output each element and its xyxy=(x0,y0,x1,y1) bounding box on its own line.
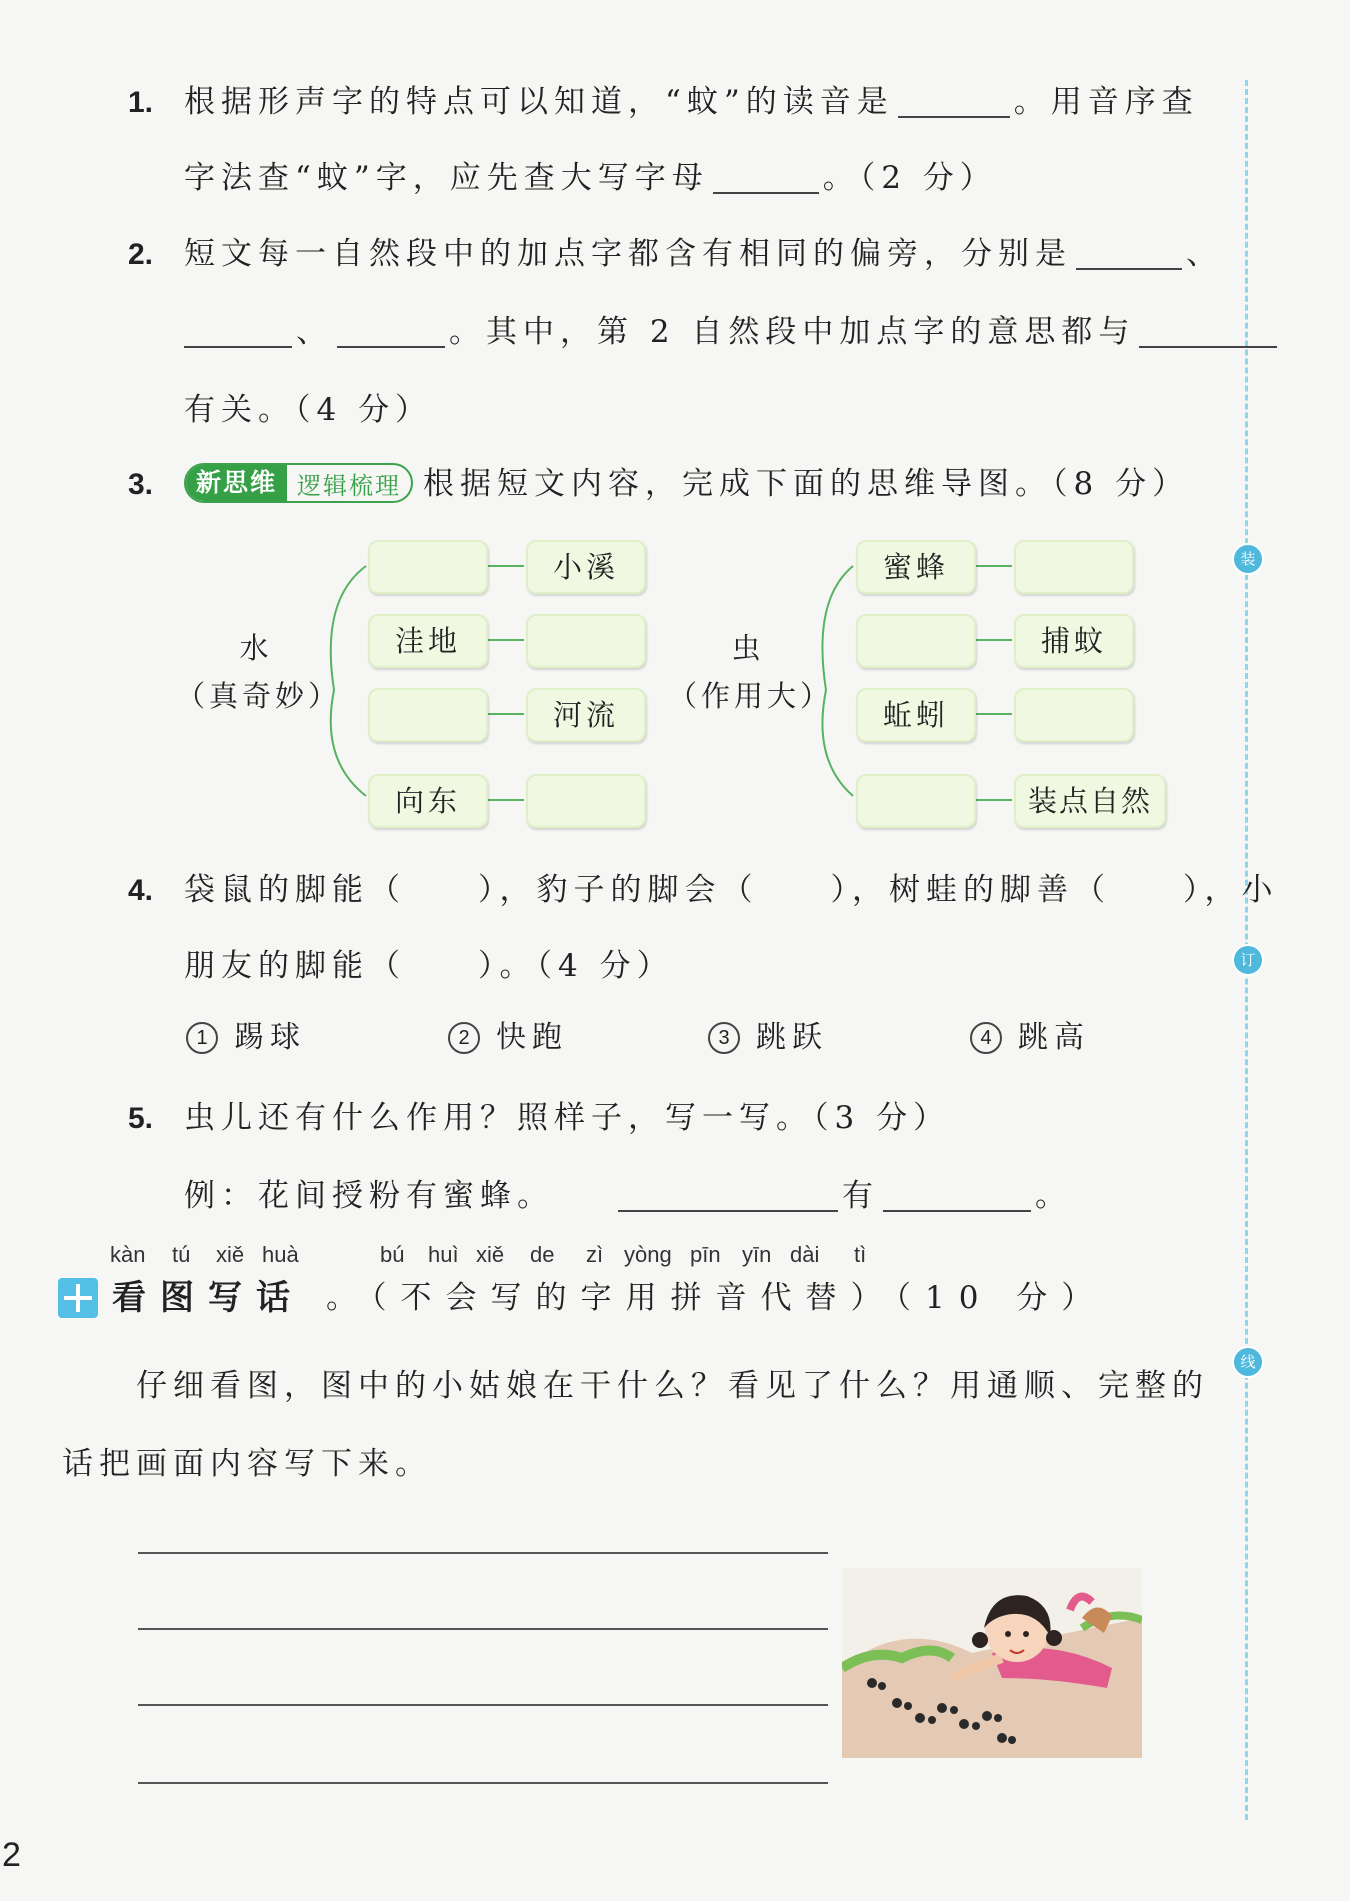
q4-line2: 朋友的脚能（ ）。（4 分） xyxy=(184,948,674,984)
section-instruction-line2: 话把画面内容写下来。 xyxy=(62,1446,432,1482)
mind-map-connectors xyxy=(0,0,1350,900)
question-number: 2. xyxy=(128,238,154,271)
q1-line1: 1. 根据形声字的特点可以知道，“蚊”的读音是 。用音序查 xyxy=(128,84,1199,120)
mindmap-box[interactable] xyxy=(526,614,646,668)
answer-blank[interactable] xyxy=(618,1182,838,1212)
mindmap-box[interactable] xyxy=(1014,540,1134,594)
q2-line3: 有关。（4 分） xyxy=(184,392,433,428)
pinyin: de xyxy=(530,1242,555,1267)
writing-line[interactable] xyxy=(138,1552,828,1554)
q1-line2: 字法查“蚊”字，应先查大写字母 。（2 分） xyxy=(184,160,997,196)
pinyin: xiě xyxy=(476,1242,505,1267)
q2-line2: 、 。其中，第 2 自然段中加点字的意思都与 xyxy=(184,306,1281,351)
pinyin: huì xyxy=(428,1242,459,1267)
pinyin: bú xyxy=(380,1242,405,1267)
option: 1 踢球 xyxy=(186,1012,306,1056)
q3-line: 3. 新思维 逻辑梳理 根据短文内容，完成下面的思维导图。（8 分） xyxy=(128,458,1189,503)
writing-line[interactable] xyxy=(138,1782,828,1784)
question-number: 4. xyxy=(128,874,154,907)
mindmap-box: 向东 xyxy=(368,774,488,828)
new-thinking-tag: 新思维 逻辑梳理 xyxy=(184,463,413,503)
girl-watching-ants-illustration xyxy=(842,1558,1142,1758)
question-number: 1. xyxy=(128,86,154,119)
mindmap-box: 捕蚊 xyxy=(1014,614,1134,668)
mindmap-box: 蜜蜂 xyxy=(856,540,976,594)
binding-mark: 线 xyxy=(1232,1346,1264,1378)
option: 2 快跑 xyxy=(448,1012,568,1056)
section-title: 看图写话 xyxy=(112,1278,304,1318)
mindmap-root-water: 水 （真奇妙） xyxy=(176,631,342,713)
pinyin: yīn xyxy=(742,1242,772,1267)
q2-line1: 2. 短文每一自然段中的加点字都含有相同的偏旁，分别是 、 xyxy=(128,236,1223,272)
binding-mark: 装 xyxy=(1232,543,1264,575)
mindmap-box: 蚯蚓 xyxy=(856,688,976,742)
mindmap-box[interactable] xyxy=(526,774,646,828)
question-number: 5. xyxy=(128,1102,154,1135)
mindmap-box: 装点自然 xyxy=(1014,774,1166,828)
mindmap-box: 河流 xyxy=(526,688,646,742)
section-subtitle: 。（不会写的字用拼音代替）（10 分） xyxy=(326,1280,1107,1316)
pinyin: pīn xyxy=(690,1242,721,1267)
mindmap-box[interactable] xyxy=(368,688,488,742)
writing-line[interactable] xyxy=(138,1628,828,1630)
pinyin: tú xyxy=(172,1242,191,1267)
q5-line2: 例：花间授粉有蜜蜂。 有 。 xyxy=(184,1178,1072,1214)
plus-icon xyxy=(58,1278,98,1318)
q4-line1: 4. 袋鼠的脚能（ ），豹子的脚会（ ），树蛙的脚善（ ），小 xyxy=(128,872,1279,908)
pinyin: zì xyxy=(586,1242,604,1267)
pinyin: huà xyxy=(262,1242,299,1267)
pinyin: dài xyxy=(790,1242,820,1267)
page-number: 2 xyxy=(2,1836,21,1874)
mindmap-box[interactable] xyxy=(856,614,976,668)
pinyin: xiě xyxy=(216,1242,245,1267)
mindmap-box[interactable] xyxy=(368,540,488,594)
q5-line1: 5. 虫儿还有什么作用？照样子，写一写。（3 分） xyxy=(128,1100,951,1136)
pinyin: kàn xyxy=(110,1242,146,1267)
option: 4 跳高 xyxy=(970,1012,1090,1056)
answer-blank[interactable] xyxy=(883,1182,1031,1212)
mindmap-box: 小溪 xyxy=(526,540,646,594)
pinyin: tì xyxy=(854,1242,867,1267)
mindmap-root-insect: 虫 （作用大） xyxy=(668,631,834,713)
mindmap-box[interactable] xyxy=(856,774,976,828)
mindmap-box: 洼地 xyxy=(368,614,488,668)
binding-mark: 订 xyxy=(1232,944,1264,976)
section-instruction-line1: 仔细看图，图中的小姑娘在干什么？看见了什么？用通顺、完整的 xyxy=(136,1368,1209,1404)
question-number: 3. xyxy=(128,468,154,501)
option: 3 跳跃 xyxy=(708,1012,828,1056)
writing-line[interactable] xyxy=(138,1704,828,1706)
mindmap-box[interactable] xyxy=(1014,688,1134,742)
pinyin: yòng xyxy=(624,1242,672,1267)
